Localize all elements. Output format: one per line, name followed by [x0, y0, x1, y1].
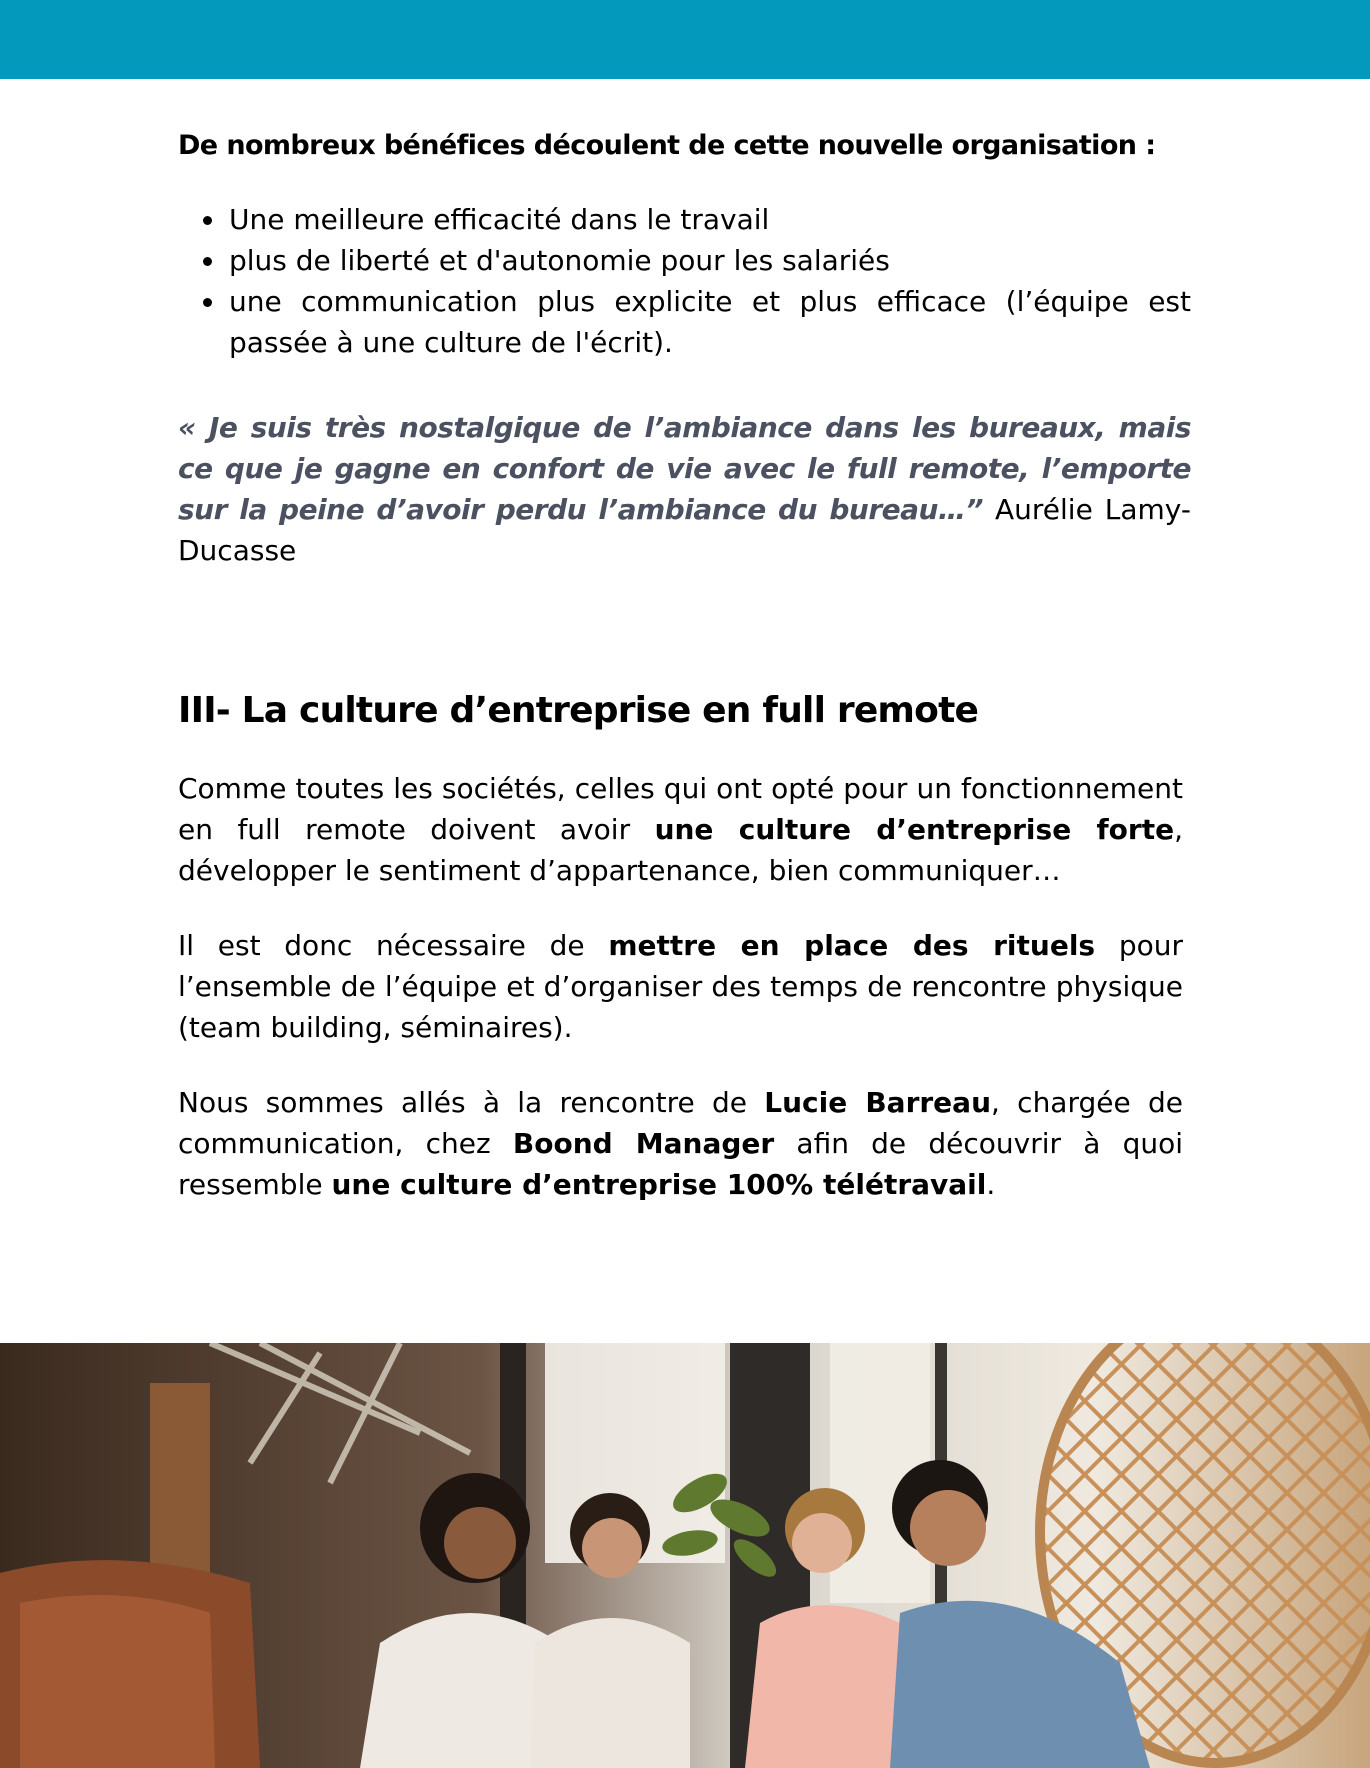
- top-color-band: [0, 0, 1370, 79]
- team-photo-illustration: [0, 1343, 1370, 1768]
- paragraph-culture: [178, 768, 1183, 891]
- list-item: Une meilleure efficacité dans le travail: [229, 199, 1191, 240]
- para1-text-c: , développer le sentiment d’appartenance, bien communiquer…: [178, 813, 1184, 887]
- para3-text-g: .: [986, 1168, 996, 1201]
- benefits-list: [178, 199, 1191, 363]
- para2-bold: mettre en place des rituels: [608, 929, 1096, 962]
- para3-text-a: Nous sommes allés à la rencontre de: [178, 1086, 765, 1119]
- list-item: plus de liberté et d'autonomie pour les salariés: [229, 240, 1191, 281]
- para2-text-a: Il est donc nécessaire de: [178, 929, 609, 962]
- para3-bold-company: Boond Manager: [512, 1127, 775, 1160]
- paragraph-interview: [178, 1082, 1183, 1205]
- para3-text-c: , chargée de communication, chez: [178, 1086, 1183, 1160]
- para1-text-a: Comme toutes les sociétés, celles qui ont opté pour un fonctionnement en full remote doivent avoir: [178, 772, 1183, 846]
- list-item: une communication plus explicite et plus efficace (l’équipe est passée à une culture de l'écrit).: [229, 281, 1191, 363]
- intro-text: De nombreux bénéfices découlent de cette nouvelle organisation :: [178, 130, 1156, 161]
- para3-text-e: afin de découvrir à quoi ressemble: [178, 1127, 1184, 1201]
- section-heading: III- La culture d’entreprise en full remote: [178, 690, 979, 731]
- para1-bold: une culture d’entreprise forte: [654, 813, 1175, 846]
- para3-bold-culture: une culture d’entreprise 100% télétravail: [331, 1168, 987, 1201]
- paragraph-rituals: [178, 925, 1183, 1048]
- para3-bold-name: Lucie Barreau: [764, 1086, 991, 1119]
- para2-text-c: pour l’ensemble de l’équipe et d’organiser des temps de rencontre physique (team building, séminaires).: [178, 929, 1183, 1044]
- team-photo: [0, 1343, 1370, 1768]
- quote-text: « Je suis très nostalgique de l’ambiance dans les bureaux, mais ce que je gagne en confort de vie avec le full remote, l’emporte sur la peine d’avoir perdu l’ambiance du bureau…”: [178, 411, 1191, 526]
- quote-author: Aurélie Lamy-Ducasse: [178, 493, 1191, 567]
- testimonial-quote: [178, 407, 1191, 571]
- page-content: [178, 126, 1191, 1205]
